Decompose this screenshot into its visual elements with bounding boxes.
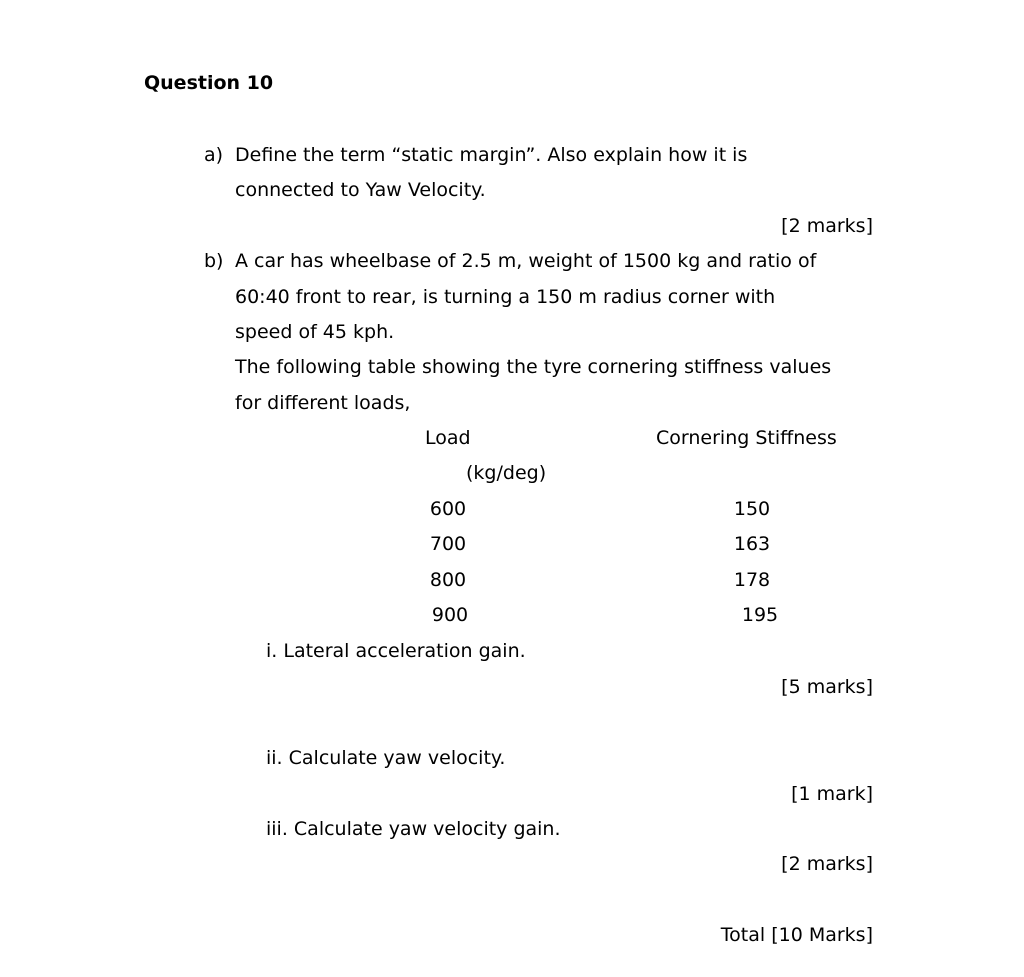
part-b-marker: b) [204,250,224,272]
subpart-i-text: i. Lateral acceleration gain. [266,640,526,662]
part-a-marker: a) [204,144,224,166]
part-b-line-3: speed of 45 kph. [235,321,395,343]
part-b-line-2: 60:40 front to rear, is turning a 150 m radius corner with [235,286,776,308]
table-cell-stiffness: 178 [733,569,771,591]
question-title: Question 10 [144,72,274,94]
table-header-load: Load [425,427,471,449]
subpart-iii-text: iii. Calculate yaw velocity gain. [266,818,561,840]
table-cell-load: 700 [429,533,467,555]
subpart-ii-marks: [1 mark] [791,783,873,805]
table-cell-load: 800 [429,569,467,591]
table-unit-row: (kg/deg) [466,462,547,484]
table-cell-load: 600 [429,498,467,520]
part-a-line-1: Define the term “static margin”. Also explain how it is [235,144,748,166]
subpart-iii-marks: [2 marks] [781,853,873,875]
total-marks: Total [10 Marks] [720,924,873,946]
table-header-stiffness: Cornering Stiffness [656,427,837,449]
table-cell-stiffness: 163 [733,533,771,555]
subpart-i-marks: [5 marks] [781,676,873,698]
subpart-ii-text: ii. Calculate yaw velocity. [266,747,506,769]
part-b-line-5: for different loads, [235,392,411,414]
table-cell-stiffness: 195 [741,604,779,626]
part-a-marks: [2 marks] [781,215,873,237]
table-cell-load: 900 [431,604,469,626]
part-b-line-4: The following table showing the tyre cornering stiffness values [235,356,832,378]
part-a-line-2: connected to Yaw Velocity. [235,179,486,201]
table-cell-stiffness: 150 [733,498,771,520]
part-b-line-1: A car has wheelbase of 2.5 m, weight of 1500 kg and ratio of [235,250,817,272]
